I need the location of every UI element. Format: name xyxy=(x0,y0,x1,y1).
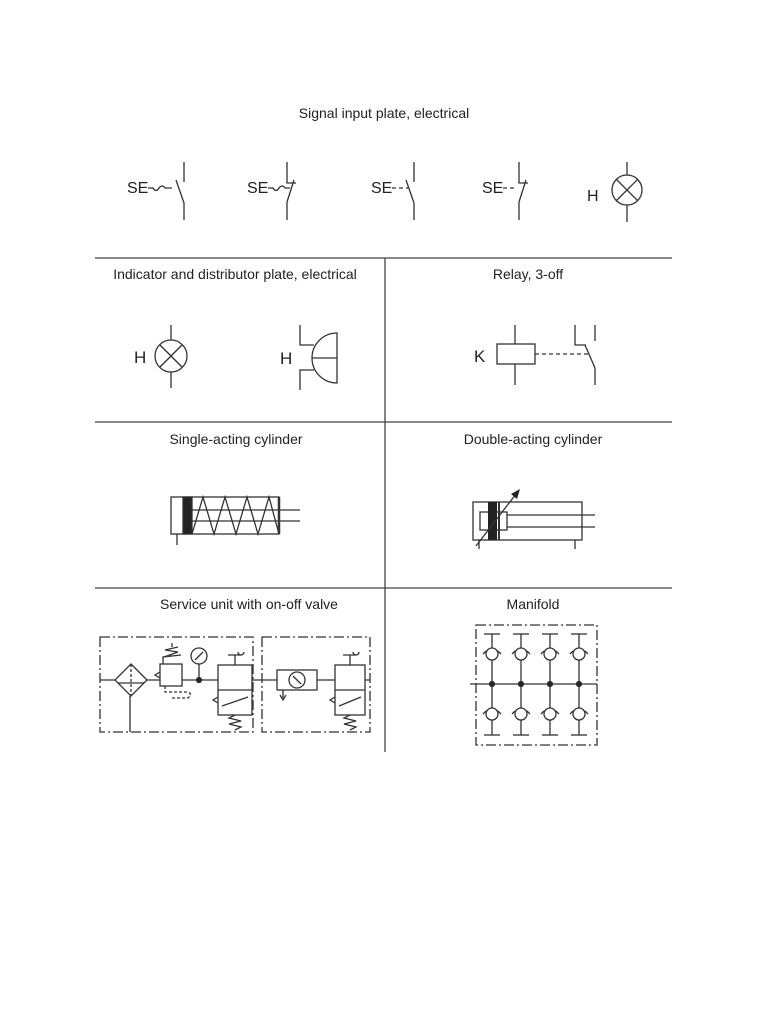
manifold-part xyxy=(486,708,498,720)
manifold-part xyxy=(544,648,556,660)
svg-text:SE: SE xyxy=(127,180,149,197)
indicator-lamp-symbol xyxy=(134,325,187,388)
manifold-part xyxy=(515,708,527,720)
cell-title-indicator: Indicator and distributor plate, electrical xyxy=(113,266,357,282)
service-unit-symbol xyxy=(100,637,370,732)
single-acting-cylinder-symbol xyxy=(171,497,300,545)
cell-title-relay: Relay, 3-off xyxy=(492,266,564,282)
svg-text:H: H xyxy=(134,348,147,367)
svg-text:H: H xyxy=(280,349,293,368)
relay-symbol xyxy=(474,325,595,385)
double-acting-cylinder-symbol xyxy=(473,489,595,549)
switch-symbol-1 xyxy=(127,162,184,220)
svg-text:SE: SE xyxy=(482,180,504,197)
svg-text:SE: SE xyxy=(371,180,393,197)
manifold-symbol xyxy=(470,625,597,745)
cell-title-double-cylinder: Double-acting cylinder xyxy=(463,431,603,447)
manifold-part xyxy=(544,708,556,720)
switch-symbol-2 xyxy=(247,162,296,220)
svg-text:H: H xyxy=(587,188,599,205)
svg-text:SE: SE xyxy=(247,180,269,197)
manifold-part xyxy=(519,682,524,687)
manifold-part xyxy=(573,648,585,660)
cell-title-manifold: Manifold xyxy=(506,596,560,612)
switch-symbol-3 xyxy=(371,162,414,220)
cell-title-service-unit: Service unit with on-off valve xyxy=(160,596,338,612)
manifold-part xyxy=(490,682,495,687)
page-title: Signal input plate, electrical xyxy=(298,105,470,121)
manifold-part xyxy=(577,682,582,687)
cell-title-single-cylinder: Single-acting cylinder xyxy=(169,431,303,447)
manifold-part xyxy=(573,708,585,720)
svg-text:K: K xyxy=(474,347,486,366)
horn-symbol xyxy=(280,325,337,390)
manifold-part xyxy=(486,648,498,660)
manifold-part xyxy=(515,648,527,660)
manifold-part xyxy=(548,682,553,687)
lamp-symbol xyxy=(587,162,642,222)
switch-symbol-4 xyxy=(482,162,528,220)
